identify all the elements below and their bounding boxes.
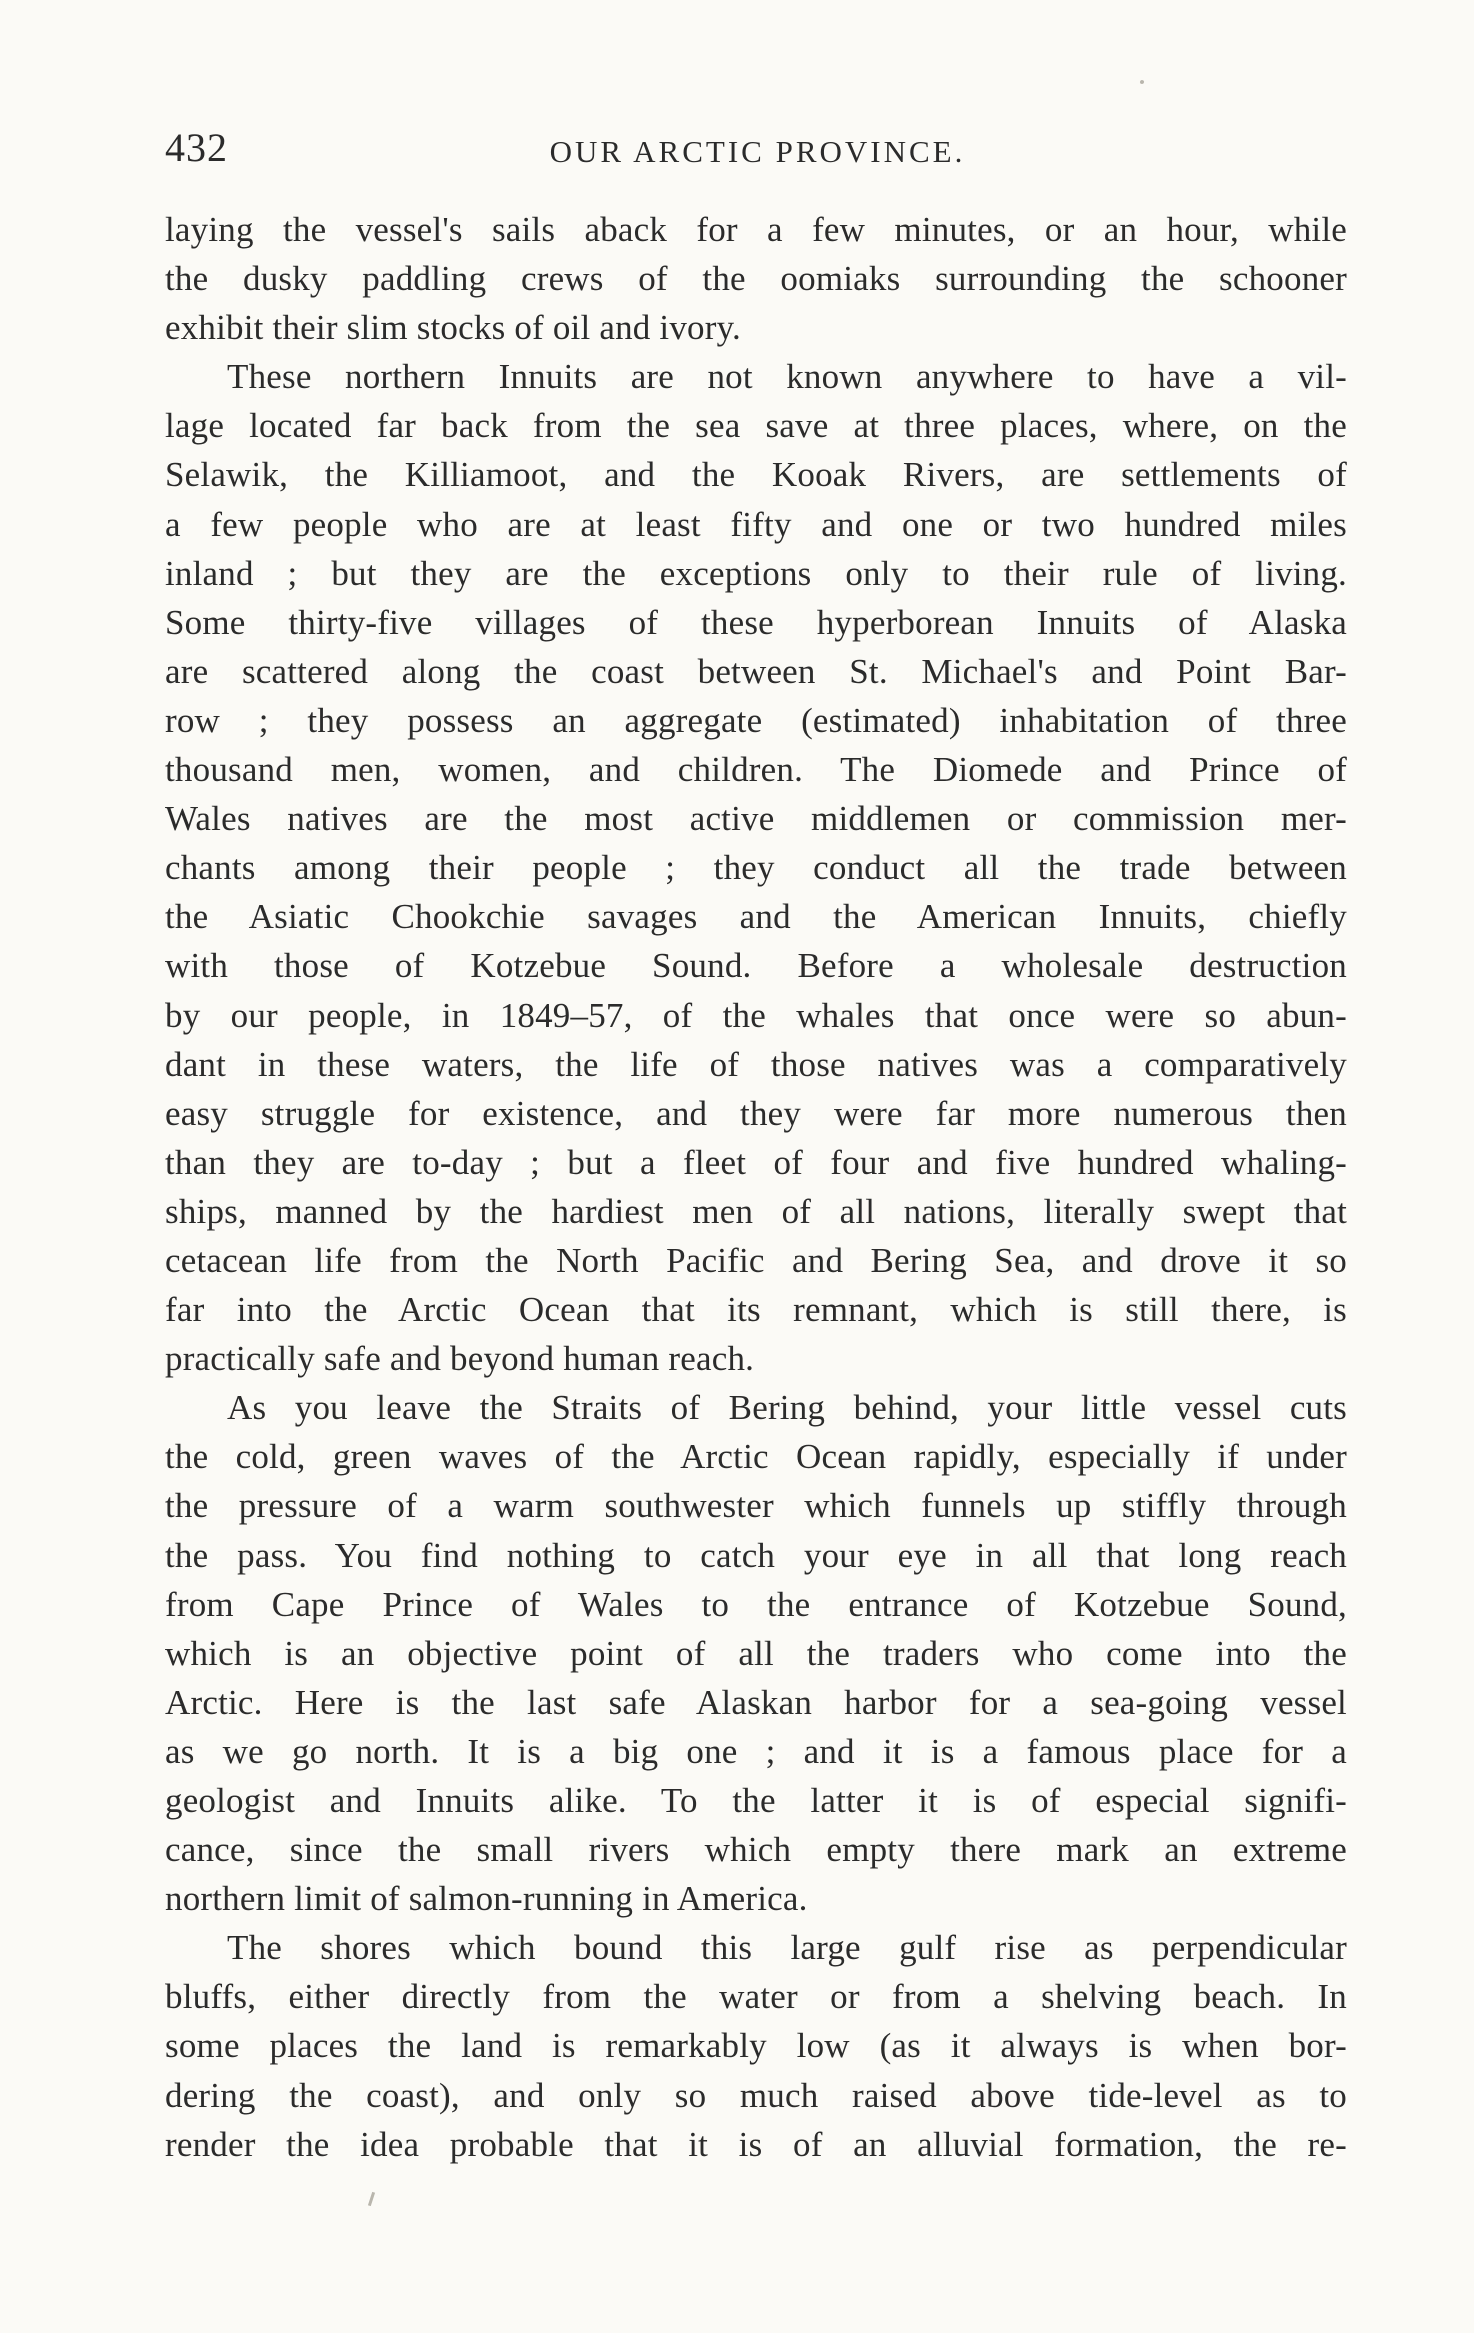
- text-line: than they are to-day ; but a fleet of four and five hundred whaling-: [165, 1142, 1347, 1182]
- text-line: Wales natives are the most active middlemen or commission mer-: [165, 799, 1347, 839]
- text-line: chants among their people ; they conduct all the trade between: [165, 848, 1347, 888]
- printer-mark: [368, 2192, 375, 2206]
- text-line: As you leave the Straits of Bering behind, your little vessel cuts: [227, 1388, 1347, 1428]
- text-line: dering the coast), and only so much raised above tide-level as to: [165, 2075, 1347, 2115]
- page-header: [165, 118, 1350, 178]
- text-line: with those of Kotzebue Sound. Before a wholesale destruction: [165, 946, 1347, 986]
- text-line: northern limit of salmon-running in America.: [165, 1879, 808, 1919]
- paper-speck: [1139, 79, 1144, 84]
- text-line: the dusky paddling crews of the oomiaks surrounding the schooner: [165, 259, 1347, 299]
- text-line: the Asiatic Chookchie savages and the American Innuits, chiefly: [165, 897, 1347, 937]
- text-line: which is an objective point of all the traders who come into the: [165, 1633, 1347, 1673]
- body-text: [165, 205, 1347, 2169]
- text-line: a few people who are at least fifty and one or two hundred miles: [165, 504, 1347, 544]
- text-line: row ; they possess an aggregate (estimated) inhabitation of three: [165, 700, 1347, 740]
- text-line: render the idea probable that it is of an alluvial formation, the re-: [165, 2124, 1347, 2164]
- text-line: from Cape Prince of Wales to the entrance of Kotzebue Sound,: [165, 1584, 1347, 1624]
- text-line: lage located far back from the sea save at three places, where, on the: [165, 406, 1347, 446]
- text-line: dant in these waters, the life of those natives was a comparatively: [165, 1044, 1347, 1084]
- text-line: Selawik, the Killiamoot, and the Kooak Rivers, are settlements of: [165, 455, 1347, 495]
- text-line: thousand men, women, and children. The Diomede and Prince of: [165, 750, 1347, 790]
- text-line: exhibit their slim stocks of oil and ivory.: [165, 308, 741, 348]
- text-line: the pressure of a warm southwester which funnels up stiffly through: [165, 1486, 1347, 1526]
- text-line: cetacean life from the North Pacific and Bering Sea, and drove it so: [165, 1240, 1347, 1280]
- text-line: cance, since the small rivers which empty there mark an extreme: [165, 1830, 1347, 1870]
- text-line: the cold, green waves of the Arctic Ocean rapidly, especially if under: [165, 1437, 1347, 1477]
- text-line: These northern Innuits are not known anywhere to have a vil-: [227, 357, 1347, 397]
- text-line: practically safe and beyond human reach.: [165, 1339, 755, 1379]
- text-line: laying the vessel's sails aback for a few minutes, or an hour, while: [165, 210, 1347, 249]
- text-line: are scattered along the coast between St. Michael's and Point Bar-: [165, 651, 1347, 691]
- running-title: OUR ARCTIC PROVINCE.: [549, 134, 966, 169]
- text-line: Arctic. Here is the last safe Alaskan harbor for a sea-going vessel: [165, 1682, 1347, 1722]
- page-number: 432: [165, 125, 228, 170]
- text-line: as we go north. It is a big one ; and it is a famous place for a: [165, 1731, 1347, 1771]
- text-line: by our people, in 1849–57, of the whales that once were so abun-: [165, 995, 1347, 1035]
- text-line: easy struggle for existence, and they were far more numerous then: [165, 1093, 1347, 1133]
- text-line: The shores which bound this large gulf rise as perpendicular: [227, 1928, 1347, 1968]
- text-line: bluffs, either directly from the water or from a shelving beach. In: [165, 1977, 1347, 2017]
- text-line: some places the land is remarkably low (as it always is when bor-: [165, 2026, 1347, 2066]
- text-line: ships, manned by the hardiest men of all nations, literally swept that: [165, 1191, 1347, 1231]
- text-line: Some thirty-five villages of these hyperborean Innuits of Alaska: [165, 602, 1347, 642]
- text-line: geologist and Innuits alike. To the latter it is of especial signifi-: [165, 1781, 1347, 1820]
- text-line: inland ; but they are the exceptions only to their rule of living.: [165, 553, 1347, 593]
- text-line: far into the Arctic Ocean that its remnant, which is still there, is: [165, 1290, 1347, 1330]
- text-line: the pass. You find nothing to catch your eye in all that long reach: [165, 1535, 1347, 1575]
